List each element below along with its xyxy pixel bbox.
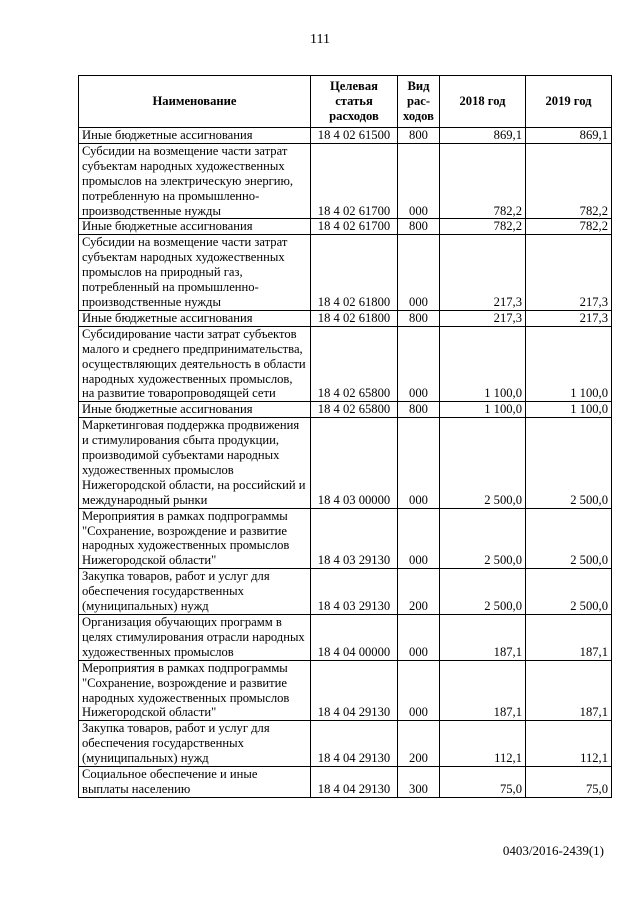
row-2018: 1 100,0 xyxy=(440,402,526,418)
row-type: 000 xyxy=(398,508,440,569)
row-2018: 217,3 xyxy=(440,235,526,311)
row-name: Иные бюджетные ассигнования xyxy=(79,402,311,418)
row-2019: 1 100,0 xyxy=(526,326,612,402)
row-2019: 782,2 xyxy=(526,219,612,235)
row-type: 200 xyxy=(398,569,440,615)
header-name: Наименование xyxy=(79,76,311,128)
row-name: Социальное обеспечение и иные выплаты населению xyxy=(79,767,311,798)
row-2019: 187,1 xyxy=(526,660,612,721)
row-type: 000 xyxy=(398,418,440,508)
row-2018: 112,1 xyxy=(440,721,526,767)
row-type: 200 xyxy=(398,721,440,767)
row-code: 18 4 04 29130 xyxy=(311,721,398,767)
header-expense-type: Вид рас-ходов xyxy=(398,76,440,128)
row-code: 18 4 02 61700 xyxy=(311,219,398,235)
row-type: 000 xyxy=(398,143,440,219)
row-code: 18 4 03 29130 xyxy=(311,569,398,615)
table-row xyxy=(79,418,612,508)
row-2018: 217,3 xyxy=(440,310,526,326)
table-row xyxy=(79,219,612,235)
row-2019: 75,0 xyxy=(526,767,612,798)
row-name: Иные бюджетные ассигнования xyxy=(79,219,311,235)
row-code: 18 4 02 61800 xyxy=(311,235,398,311)
row-code: 18 4 04 29130 xyxy=(311,660,398,721)
table-row xyxy=(79,660,612,721)
row-2019: 2 500,0 xyxy=(526,508,612,569)
row-2019: 217,3 xyxy=(526,310,612,326)
budget-table xyxy=(78,75,612,798)
row-2018: 2 500,0 xyxy=(440,569,526,615)
row-type: 800 xyxy=(398,128,440,144)
row-type: 800 xyxy=(398,310,440,326)
row-code: 18 4 03 29130 xyxy=(311,508,398,569)
table-row xyxy=(79,143,612,219)
row-name: Иные бюджетные ассигнования xyxy=(79,310,311,326)
table-row xyxy=(79,615,612,661)
row-code: 18 4 04 00000 xyxy=(311,615,398,661)
row-2018: 187,1 xyxy=(440,660,526,721)
table-row xyxy=(79,508,612,569)
row-2018: 187,1 xyxy=(440,615,526,661)
header-target-article: Целевая статья расходов xyxy=(311,76,398,128)
row-code: 18 4 02 61500 xyxy=(311,128,398,144)
table-row xyxy=(79,721,612,767)
row-2018: 2 500,0 xyxy=(440,418,526,508)
page-number: 111 xyxy=(310,32,330,47)
row-name: Субсидирование части затрат субъектов малого и среднего предпринимательства, осуществляющих деятельность в области народных художественных промыслов, на развитие товаропроводящей сети xyxy=(79,326,311,402)
row-name: Субсидии на возмещение части затрат субъектам народных художественных промыслов на электрическую энергию, потребленную на промышленно-производственные нужды xyxy=(79,143,311,219)
row-2019: 217,3 xyxy=(526,235,612,311)
header-year-2018: 2018 год xyxy=(440,76,526,128)
row-2018: 1 100,0 xyxy=(440,326,526,402)
row-code: 18 4 02 61800 xyxy=(311,310,398,326)
row-2018: 2 500,0 xyxy=(440,508,526,569)
row-type: 000 xyxy=(398,615,440,661)
table-row xyxy=(79,569,612,615)
row-2018: 75,0 xyxy=(440,767,526,798)
row-type: 800 xyxy=(398,402,440,418)
table-row xyxy=(79,128,612,144)
header-year-2019: 2019 год xyxy=(526,76,612,128)
row-2018: 869,1 xyxy=(440,128,526,144)
table-row xyxy=(79,310,612,326)
row-2019: 112,1 xyxy=(526,721,612,767)
row-2019: 782,2 xyxy=(526,143,612,219)
row-type: 800 xyxy=(398,219,440,235)
document-code: 0403/2016-2439(1) xyxy=(502,843,604,858)
table-header-row xyxy=(79,76,612,128)
row-name: Закупка товаров, работ и услуг для обеспечения государственных (муниципальных) нужд xyxy=(79,569,311,615)
table-row xyxy=(79,767,612,798)
table-row xyxy=(79,402,612,418)
row-2019: 2 500,0 xyxy=(526,418,612,508)
row-2019: 1 100,0 xyxy=(526,402,612,418)
row-code: 18 4 03 00000 xyxy=(311,418,398,508)
row-type: 000 xyxy=(398,235,440,311)
row-name: Закупка товаров, работ и услуг для обеспечения государственных (муниципальных) нужд xyxy=(79,721,311,767)
row-name: Субсидии на возмещение части затрат субъектам народных художественных промыслов на природный газ, потребленный на промышленно-производственные нужды xyxy=(79,235,311,311)
row-type: 300 xyxy=(398,767,440,798)
row-name: Иные бюджетные ассигнования xyxy=(79,128,311,144)
row-code: 18 4 02 65800 xyxy=(311,326,398,402)
row-name: Мероприятия в рамках подпрограммы "Сохранение, возрождение и развитие народных художественных промыслов Нижегородской области" xyxy=(79,660,311,721)
row-name: Организация обучающих программ в целях стимулирования отрасли народных художественных промыслов xyxy=(79,615,311,661)
row-name: Маркетинговая поддержка продвижения и стимулирования сбыта продукции, производимой субъектами народных художественных промыслов Нижегородской области, на российский и международный рынки xyxy=(79,418,311,508)
row-2019: 187,1 xyxy=(526,615,612,661)
row-2018: 782,2 xyxy=(440,219,526,235)
row-type: 000 xyxy=(398,326,440,402)
row-2019: 869,1 xyxy=(526,128,612,144)
row-code: 18 4 02 65800 xyxy=(311,402,398,418)
row-name: Мероприятия в рамках подпрограммы "Сохранение, возрождение и развитие народных художественных промыслов Нижегородской области" xyxy=(79,508,311,569)
row-2018: 782,2 xyxy=(440,143,526,219)
table-row xyxy=(79,326,612,402)
row-2019: 2 500,0 xyxy=(526,569,612,615)
table-row xyxy=(79,235,612,311)
row-code: 18 4 02 61700 xyxy=(311,143,398,219)
row-code: 18 4 04 29130 xyxy=(311,767,398,798)
row-type: 000 xyxy=(398,660,440,721)
